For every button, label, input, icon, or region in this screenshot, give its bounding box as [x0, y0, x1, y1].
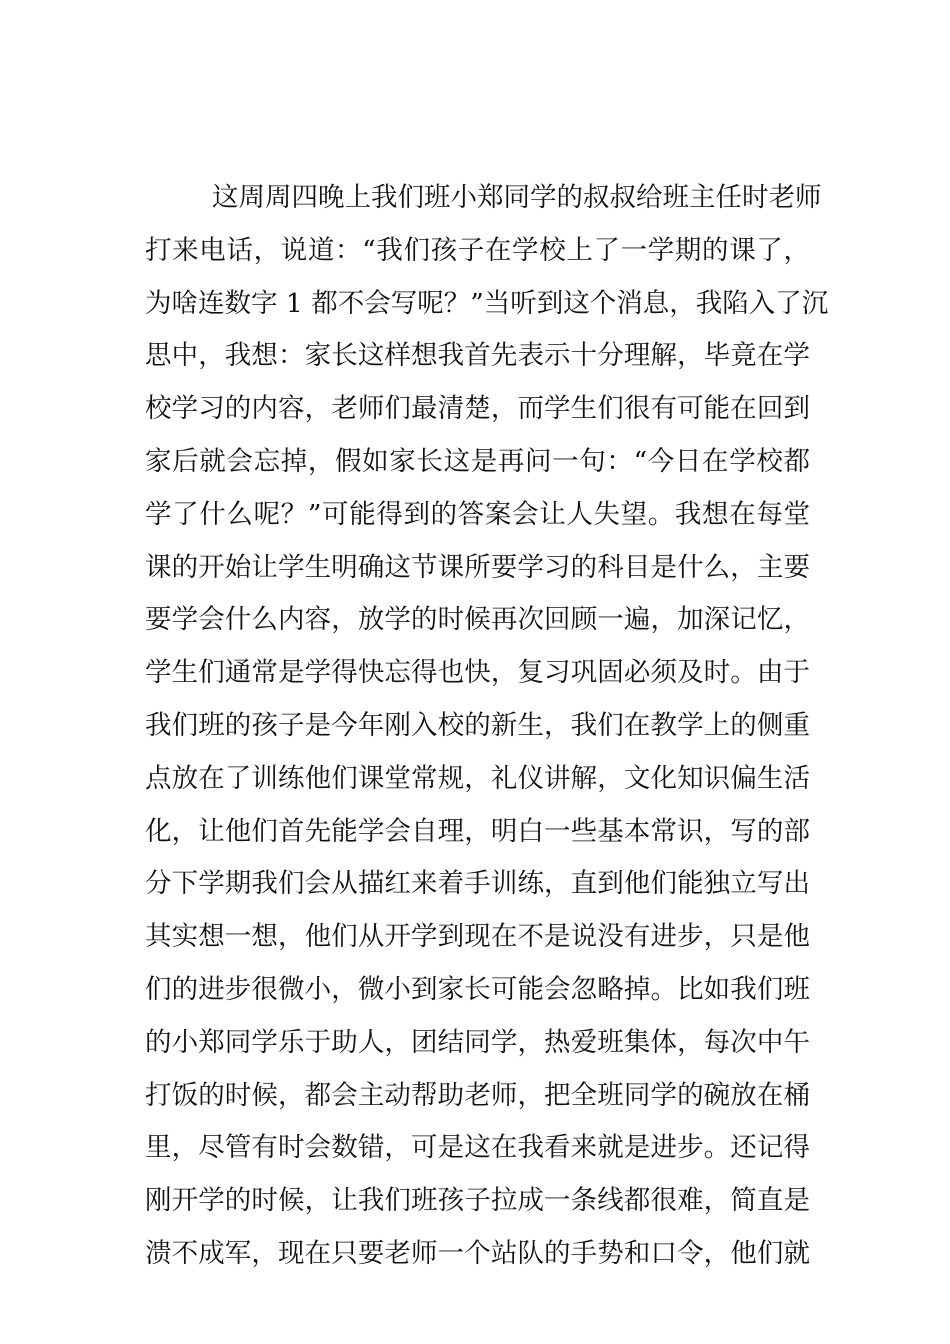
text-line: 刚开学的时候，让我们班孩子拉成一条线都很难，简直是 — [145, 1185, 810, 1217]
text-line: 其实想一想，他们从开学到现在不是说没有进步，只是他 — [145, 921, 810, 953]
text-line: 学生们通常是学得快忘得也快，复习巩固必须及时。由于 — [145, 657, 810, 689]
text-line: 要学会什么内容，放学的时候再次回顾一遍，加深记忆， — [145, 604, 810, 636]
text-line: 们的进步很微小，微小到家长可能会忽略掉。比如我们班 — [145, 973, 810, 1005]
text-line: 我们班的孩子是今年刚入校的新生，我们在教学上的侧重 — [145, 709, 810, 741]
text-line: 校学习的内容，老师们最清楚，而学生们很有可能在回到 — [145, 393, 810, 425]
text-line: 家后就会忘掉，假如家长这是再问一句：“今日在学校都 — [145, 445, 810, 477]
text-line: 为啥连数字 1 都不会写呢？”当听到这个消息，我陷入了沉 — [145, 287, 829, 319]
text-line: 化，让他们首先能学会自理，明白一些基本常识，写的部 — [145, 815, 810, 847]
text-line: 的小郑同学乐于助人，团结同学，热爱班集体，每次中午 — [145, 1026, 810, 1058]
text-line: 学了什么呢？”可能得到的答案会让人失望。我想在每堂 — [145, 498, 810, 530]
text-line: 点放在了训练他们课堂常规，礼仪讲解，文化知识偏生活 — [145, 762, 810, 794]
text-line: 溃不成军，现在只要老师一个站队的手势和口令，他们就 — [145, 1237, 810, 1269]
body-paragraph — [145, 176, 829, 1285]
text-line: 打饭的时候，都会主动帮助老师，把全班同学的碗放在桶 — [145, 1079, 810, 1111]
text-line: 分下学期我们会从描红来着手训练，直到他们能独立写出 — [145, 868, 810, 900]
text-line: 里，尽管有时会数错，可是这在我看来就是进步。还记得 — [145, 1132, 810, 1164]
text-line: 打来电话，说道：“我们孩子在学校上了一学期的课了， — [145, 234, 810, 266]
text-line: 这周周四晚上我们班小郑同学的叔叔给班主任时老师 — [212, 182, 822, 213]
text-line: 思中，我想：家长这样想我首先表示十分理解，毕竟在学 — [145, 340, 810, 372]
text-line: 课的开始让学生明确这节课所要学习的科目是什么，主要 — [145, 551, 810, 583]
